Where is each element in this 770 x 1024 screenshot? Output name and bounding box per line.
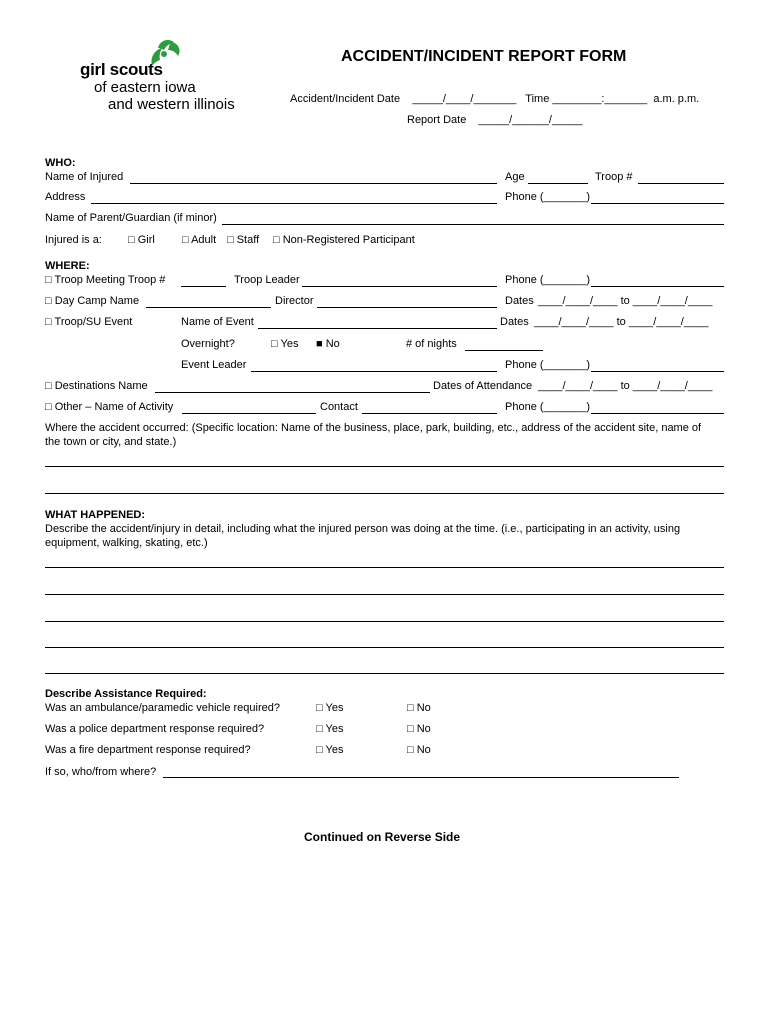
accident-date-label: Accident/Incident Date <box>290 93 401 105</box>
event-dates-label: Dates <box>500 316 529 328</box>
name-of-event-field[interactable] <box>258 328 497 329</box>
location-line-2[interactable] <box>45 493 724 494</box>
day-camp-dates-field[interactable]: ____/____/____ to ____/____/____ <box>538 295 713 307</box>
director-field[interactable] <box>317 307 497 308</box>
destinations-checkbox[interactable]: □ Destinations Name <box>45 380 148 392</box>
injured-nonreg-checkbox[interactable]: □ Non-Registered Participant <box>273 234 415 246</box>
overnight-yes-checkbox[interactable]: □ Yes <box>271 338 299 350</box>
dates-of-attendance-label: Dates of Attendance <box>433 380 533 392</box>
troop-leader-phone-label: Phone (_______) <box>505 274 591 286</box>
what-description-2: equipment, walking, skating, etc.) <box>45 537 208 549</box>
other-activity-field[interactable] <box>182 413 316 414</box>
parent-guardian-label: Name of Parent/Guardian (if minor) <box>45 212 217 224</box>
assistance-heading: Describe Assistance Required: <box>45 688 207 700</box>
troop-su-event-checkbox[interactable]: □ Troop/SU Event <box>45 316 133 328</box>
injured-is-label: Injured is a: <box>45 234 102 246</box>
event-leader-phone-field[interactable] <box>591 371 724 372</box>
what-line-1[interactable] <box>45 567 724 568</box>
name-of-injured-label: Name of Injured <box>45 171 124 183</box>
accident-date-field[interactable]: _____/____/_______ <box>412 93 517 105</box>
report-date-row <box>407 114 583 127</box>
day-camp-checkbox[interactable]: □ Day Camp Name <box>45 295 140 307</box>
event-leader-phone-label: Phone (_______) <box>505 359 591 371</box>
event-leader-label: Event Leader <box>181 359 247 371</box>
location-description-2: the town or city, and state.) <box>45 436 177 448</box>
age-label: Age <box>505 171 525 183</box>
overnight-label: Overnight? <box>181 338 235 350</box>
troop-number-field[interactable] <box>638 183 724 184</box>
address-field[interactable] <box>91 203 497 204</box>
what-line-5[interactable] <box>45 673 724 674</box>
troop-leader-label: Troop Leader <box>234 274 300 286</box>
fire-no-checkbox[interactable]: □ No <box>407 744 431 756</box>
injured-girl-checkbox[interactable]: □ Girl <box>128 234 155 246</box>
location-line-1[interactable] <box>45 466 724 467</box>
troop-number-label: Troop # <box>595 171 633 183</box>
ambulance-yes-checkbox[interactable]: □ Yes <box>316 702 344 714</box>
fire-question: Was a fire department response required? <box>45 744 251 756</box>
police-question: Was a police department response required? <box>45 723 265 735</box>
destinations-name-field[interactable] <box>155 392 430 393</box>
what-heading: WHAT HAPPENED: <box>45 509 146 521</box>
injured-adult-checkbox[interactable]: □ Adult <box>182 234 217 246</box>
police-yes-checkbox[interactable]: □ Yes <box>316 723 344 735</box>
injured-staff-checkbox[interactable]: □ Staff <box>227 234 260 246</box>
continued-note: Continued on Reverse Side <box>304 830 461 844</box>
age-field[interactable] <box>528 183 588 184</box>
where-heading: WHERE: <box>45 260 90 272</box>
logo-line-2: of eastern iowa <box>94 79 196 96</box>
day-camp-dates-label: Dates <box>505 295 534 307</box>
name-of-event-label: Name of Event <box>181 316 254 328</box>
what-description-1: Describe the accident/injury in detail, including what the injured person was doing at the time. (i.e., participating in an activity, using <box>45 523 681 535</box>
who-heading: WHO: <box>45 157 76 169</box>
form-title: ACCIDENT/INCIDENT REPORT FORM <box>341 48 627 65</box>
police-no-checkbox[interactable]: □ No <box>407 723 431 735</box>
overnight-no-checkbox[interactable]: ■ No <box>316 338 340 350</box>
report-date-label: Report Date <box>407 114 467 126</box>
contact-field[interactable] <box>362 413 497 414</box>
ambulance-no-checkbox[interactable]: □ No <box>407 702 431 714</box>
report-date-field[interactable]: _____/______/_____ <box>478 114 583 126</box>
contact-label: Contact <box>320 401 358 413</box>
dates-of-attendance-field[interactable]: ____/____/____ to ____/____/____ <box>538 380 713 392</box>
logo-line-3: and western illinois <box>108 96 235 113</box>
who-phone-label: Phone (_______) <box>505 191 591 203</box>
location-description-1: Where the accident occurred: (Specific location: Name of the business, place, park, building, etc., address of the accident site, name of <box>45 422 702 434</box>
accident-date-row <box>290 93 699 106</box>
contact-phone-label: Phone (_______) <box>505 401 591 413</box>
what-line-3[interactable] <box>45 621 724 622</box>
event-leader-field[interactable] <box>251 371 497 372</box>
troop-leader-field[interactable] <box>302 286 497 287</box>
nights-label: # of nights <box>406 338 457 350</box>
troop-leader-phone-field[interactable] <box>591 286 724 287</box>
who-phone-field[interactable] <box>591 203 724 204</box>
director-label: Director <box>275 295 314 307</box>
who-from-where-label: If so, who/from where? <box>45 766 157 778</box>
time-field[interactable]: ________:_______ <box>552 93 648 105</box>
troop-meeting-checkbox[interactable]: □ Troop Meeting Troop # <box>45 274 166 286</box>
logo-line-1: girl scouts <box>80 60 163 79</box>
event-dates-field[interactable]: ____/____/____ to ____/____/____ <box>534 316 709 328</box>
nights-field[interactable] <box>465 350 543 351</box>
name-of-injured-field[interactable] <box>130 183 497 184</box>
address-label: Address <box>45 191 86 203</box>
parent-guardian-field[interactable] <box>222 224 724 225</box>
logo <box>80 38 260 118</box>
what-line-2[interactable] <box>45 594 724 595</box>
who-from-where-field[interactable] <box>163 777 679 778</box>
troop-meeting-number-field[interactable] <box>181 286 226 287</box>
time-label: Time <box>525 93 550 105</box>
ambulance-question: Was an ambulance/paramedic vehicle required? <box>45 702 280 714</box>
ampm-options[interactable]: a.m. p.m. <box>653 93 700 105</box>
what-line-4[interactable] <box>45 647 724 648</box>
other-activity-checkbox[interactable]: □ Other – Name of Activity <box>45 401 174 413</box>
day-camp-name-field[interactable] <box>146 307 271 308</box>
contact-phone-field[interactable] <box>591 413 724 414</box>
fire-yes-checkbox[interactable]: □ Yes <box>316 744 344 756</box>
